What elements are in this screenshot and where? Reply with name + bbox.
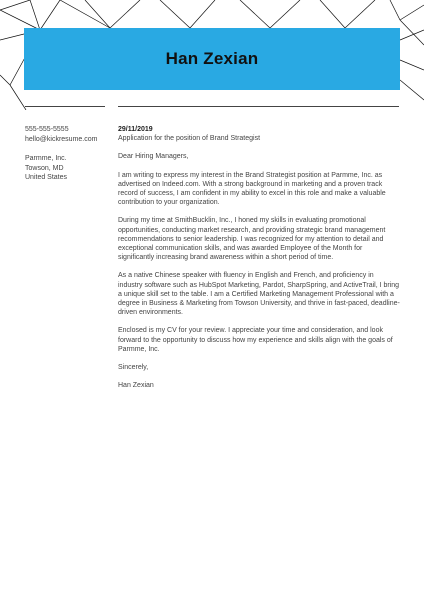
sidebar — [25, 125, 113, 183]
email-address: hello@kickresume.com — [25, 135, 98, 143]
phone-number: 555-555-5555 — [25, 126, 69, 133]
paragraph: As a native Chinese speaker with fluency in English and French, and proficiency in industry software such as HubSpot Marketing, Pardot, SharpSpring, and ActiveTrail, I bring a unique skill set to the table. I am a Certified Marketing Management Professional with a degree in Business & Marketing from Towson University, and thrive in fast-paced, deadline-driven environments. — [118, 272, 400, 317]
salutation: Dear Hiring Managers, — [118, 153, 189, 161]
closing: Sincerely, — [118, 364, 149, 372]
sidebar-divider — [25, 106, 105, 107]
letter-body — [118, 125, 400, 399]
recipient-company: Parmme, Inc. — [25, 155, 67, 162]
signature: Han Zexian — [118, 382, 154, 390]
paragraph: I am writing to express my interest in the Brand Strategist position at Parmme, Inc. as advertised on Indeed.com. With a strong background in marketing and a proven track record of success, I am confident in my ability to excel in this role and make a valuable contribution to your organization. — [118, 171, 386, 207]
recipient-city: Towson, MD — [25, 164, 64, 172]
recipient-country: United States — [25, 174, 68, 181]
applicant-name: Han Zexian — [165, 49, 259, 68]
paragraph: Enclosed is my CV for your review. I appreciate your time and consideration, and look forward to the opportunity to discuss how my experience and skills align with the goals of Parmme, Inc. — [118, 327, 393, 353]
name-banner — [24, 28, 400, 90]
paragraph: During my time at SmithBucklin, Inc., I honed my skills in evaluating promotional opportunities, conducting market research, and providing strategic brand management recommendations to senior leadership. I was recognized for my attention to detail and exceptional communication skills, and was awarded Employee of the Month for significantly increasing brand awareness within a short period of time. — [118, 217, 386, 262]
letter-divider — [118, 106, 399, 107]
letter-date: 29/11/2019 — [118, 126, 153, 133]
letter-subject: Application for the position of Brand Strategist — [118, 135, 261, 143]
